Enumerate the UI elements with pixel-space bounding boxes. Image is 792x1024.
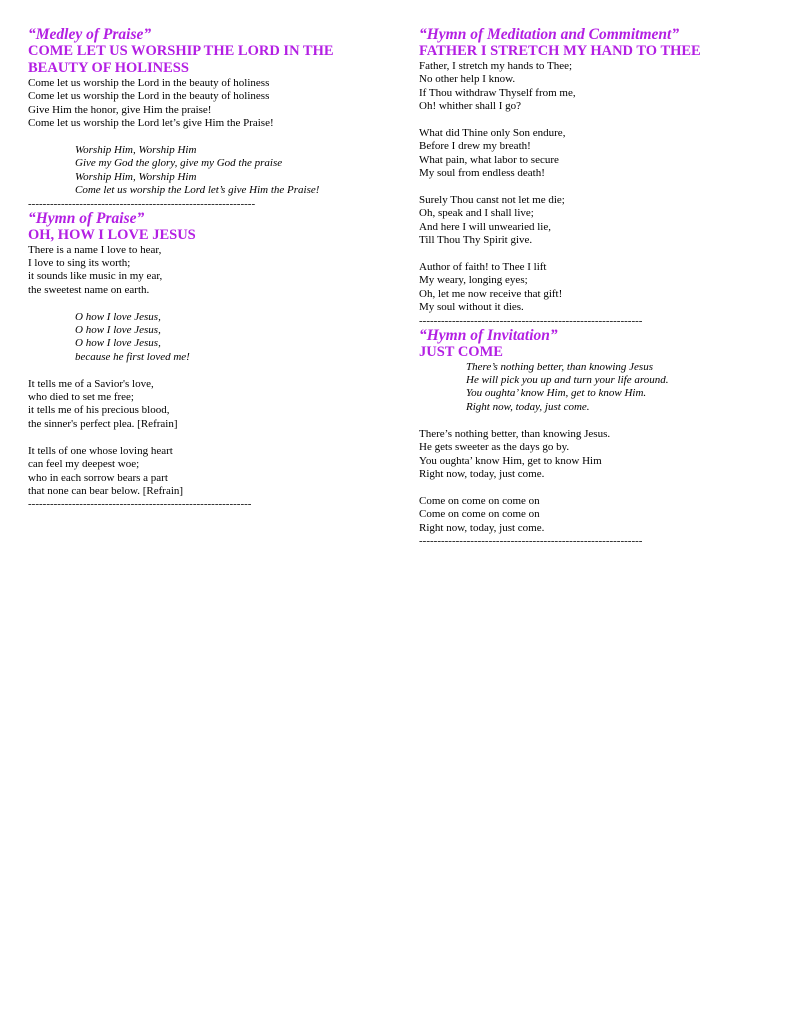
section-heading: “Hymn of Praise” <box>28 209 145 227</box>
verse <box>419 127 769 194</box>
verse <box>28 445 378 499</box>
section-hymn-of-invitation <box>419 327 769 547</box>
song-title: JUST COME <box>419 343 503 360</box>
lyric-line: I love to sing its worth; <box>28 257 131 270</box>
lyric-line: who in each sorrow bears a part <box>28 471 168 484</box>
verse <box>419 495 769 535</box>
divider: ------------------------------------------------------------- <box>28 498 252 511</box>
refrain <box>28 311 378 365</box>
chorus-line: He will pick you up and turn your life around. <box>466 374 669 387</box>
verse <box>419 194 769 261</box>
lyric-line: He gets sweeter as the days go by. <box>419 441 570 454</box>
section-heading: “Hymn of Meditation and Commitment” <box>419 26 680 43</box>
lyric-line: Surely Thou canst not let me die; <box>419 194 565 207</box>
lyric-line: Till Thou Thy Spirit give. <box>419 234 533 247</box>
lyric-line: Oh, let me now receive that gift! <box>419 287 563 300</box>
right-column <box>419 26 769 547</box>
divider: ------------------------------------------------------------- <box>419 314 643 327</box>
lyric-line: it tells me of his precious blood, <box>28 404 170 417</box>
section-hymn-of-praise <box>28 210 378 511</box>
verse <box>28 244 378 311</box>
lyric-line: It tells of one whose loving heart <box>28 444 173 457</box>
lyric-line: You oughta’ know Him, get to know Him <box>419 454 602 467</box>
lyric-line: Come let us worship the Lord in the beauty of holiness <box>28 90 270 103</box>
lyric-line: There’s nothing better, than knowing Jesus. <box>419 427 611 440</box>
song-title <box>28 43 378 77</box>
lyric-line: the sweetest name on earth. <box>28 283 150 296</box>
lyric-line: Oh! whither shall I go? <box>419 100 522 113</box>
verse <box>419 261 769 315</box>
lyric-line: And here I will unwearied lie, <box>419 220 551 233</box>
lyric-line: If Thou withdraw Thyself from me, <box>419 86 576 99</box>
chorus-line: You oughta’ know Him, get to know Him. <box>466 387 647 400</box>
song-title: OH, HOW I LOVE JESUS <box>28 226 196 243</box>
song-title-line: BEAUTY OF HOLINESS <box>28 60 189 76</box>
lyric-line: What pain, what labor to secure <box>419 153 559 166</box>
lyric-line: Right now, today, just come. <box>419 467 545 480</box>
divider: ------------------------------------------------------------- <box>419 534 643 547</box>
verse <box>419 60 769 127</box>
chorus-line: Worship Him, Worship Him <box>75 170 197 183</box>
divider: -------------------------------------------------------------- <box>28 197 256 210</box>
chorus-line: Right now, today, just come. <box>466 400 590 413</box>
left-column <box>28 26 378 510</box>
lyric-line: There is a name I love to hear, <box>28 243 162 256</box>
song-title: FATHER I STRETCH MY HAND TO THEE <box>419 43 701 59</box>
refrain-line: O how I love Jesus, <box>75 324 161 337</box>
song-title-line: COME LET US WORSHIP THE LORD IN THE <box>28 43 334 59</box>
refrain-line: O how I love Jesus, <box>75 310 161 323</box>
lyric-line: It tells me of a Savior's love, <box>28 377 154 390</box>
lyric-line: it sounds like music in my ear, <box>28 270 163 283</box>
lyric-line: Come let us worship the Lord let’s give Him the Praise! <box>28 117 274 130</box>
verse <box>28 364 378 444</box>
lyric-line: Come let us worship the Lord in the beauty of holiness <box>28 77 270 89</box>
lyric-line: No other help I know. <box>419 73 516 86</box>
lyric-line: Author of faith! to Thee I lift <box>419 261 547 274</box>
section-heading: “Hymn of Invitation” <box>419 326 558 344</box>
lyric-line: can feel my deepest woe; <box>28 458 140 471</box>
section-heading: “Medley of Praise” <box>28 26 152 43</box>
lyric-line: My weary, longing eyes; <box>419 274 528 287</box>
chorus-line: There’s nothing better, than knowing Jesus <box>466 360 653 373</box>
lyric-line: Give Him the honor, give Him the praise! <box>28 103 212 116</box>
lyric-line: My soul from endless death! <box>419 167 545 180</box>
lyric-line: Before I drew my breath! <box>419 140 531 153</box>
chorus <box>419 361 769 415</box>
lyric-line: the sinner's perfect plea. [Refrain] <box>28 417 178 430</box>
lyric-line: who died to set me free; <box>28 391 134 404</box>
chorus-line: Worship Him, Worship Him <box>75 144 197 157</box>
chorus <box>28 144 378 198</box>
lyric-line: Oh, speak and I shall live; <box>419 207 534 220</box>
lyric-line: Come on come on come on <box>419 494 540 507</box>
section-hymn-of-meditation <box>419 26 769 327</box>
lyric-line: Right now, today, just come. <box>419 521 545 534</box>
chorus-line: Give my God the glory, give my God the praise <box>75 157 283 170</box>
lyric-line: Come on come on come on <box>419 508 540 521</box>
lyric-line: What did Thine only Son endure, <box>419 127 566 140</box>
lyric-line: Father, I stretch my hands to Thee; <box>419 60 573 72</box>
refrain-line: because he first loved me! <box>75 350 190 363</box>
lyric-line: that none can bear below. [Refrain] <box>28 484 184 497</box>
verse <box>28 77 378 144</box>
verse <box>419 414 769 494</box>
chorus-line: Come let us worship the Lord let’s give Him the Praise! <box>75 184 320 197</box>
refrain-line: O how I love Jesus, <box>75 337 161 350</box>
section-medley-of-praise <box>28 26 378 210</box>
lyric-line: My soul without it dies. <box>419 301 524 314</box>
